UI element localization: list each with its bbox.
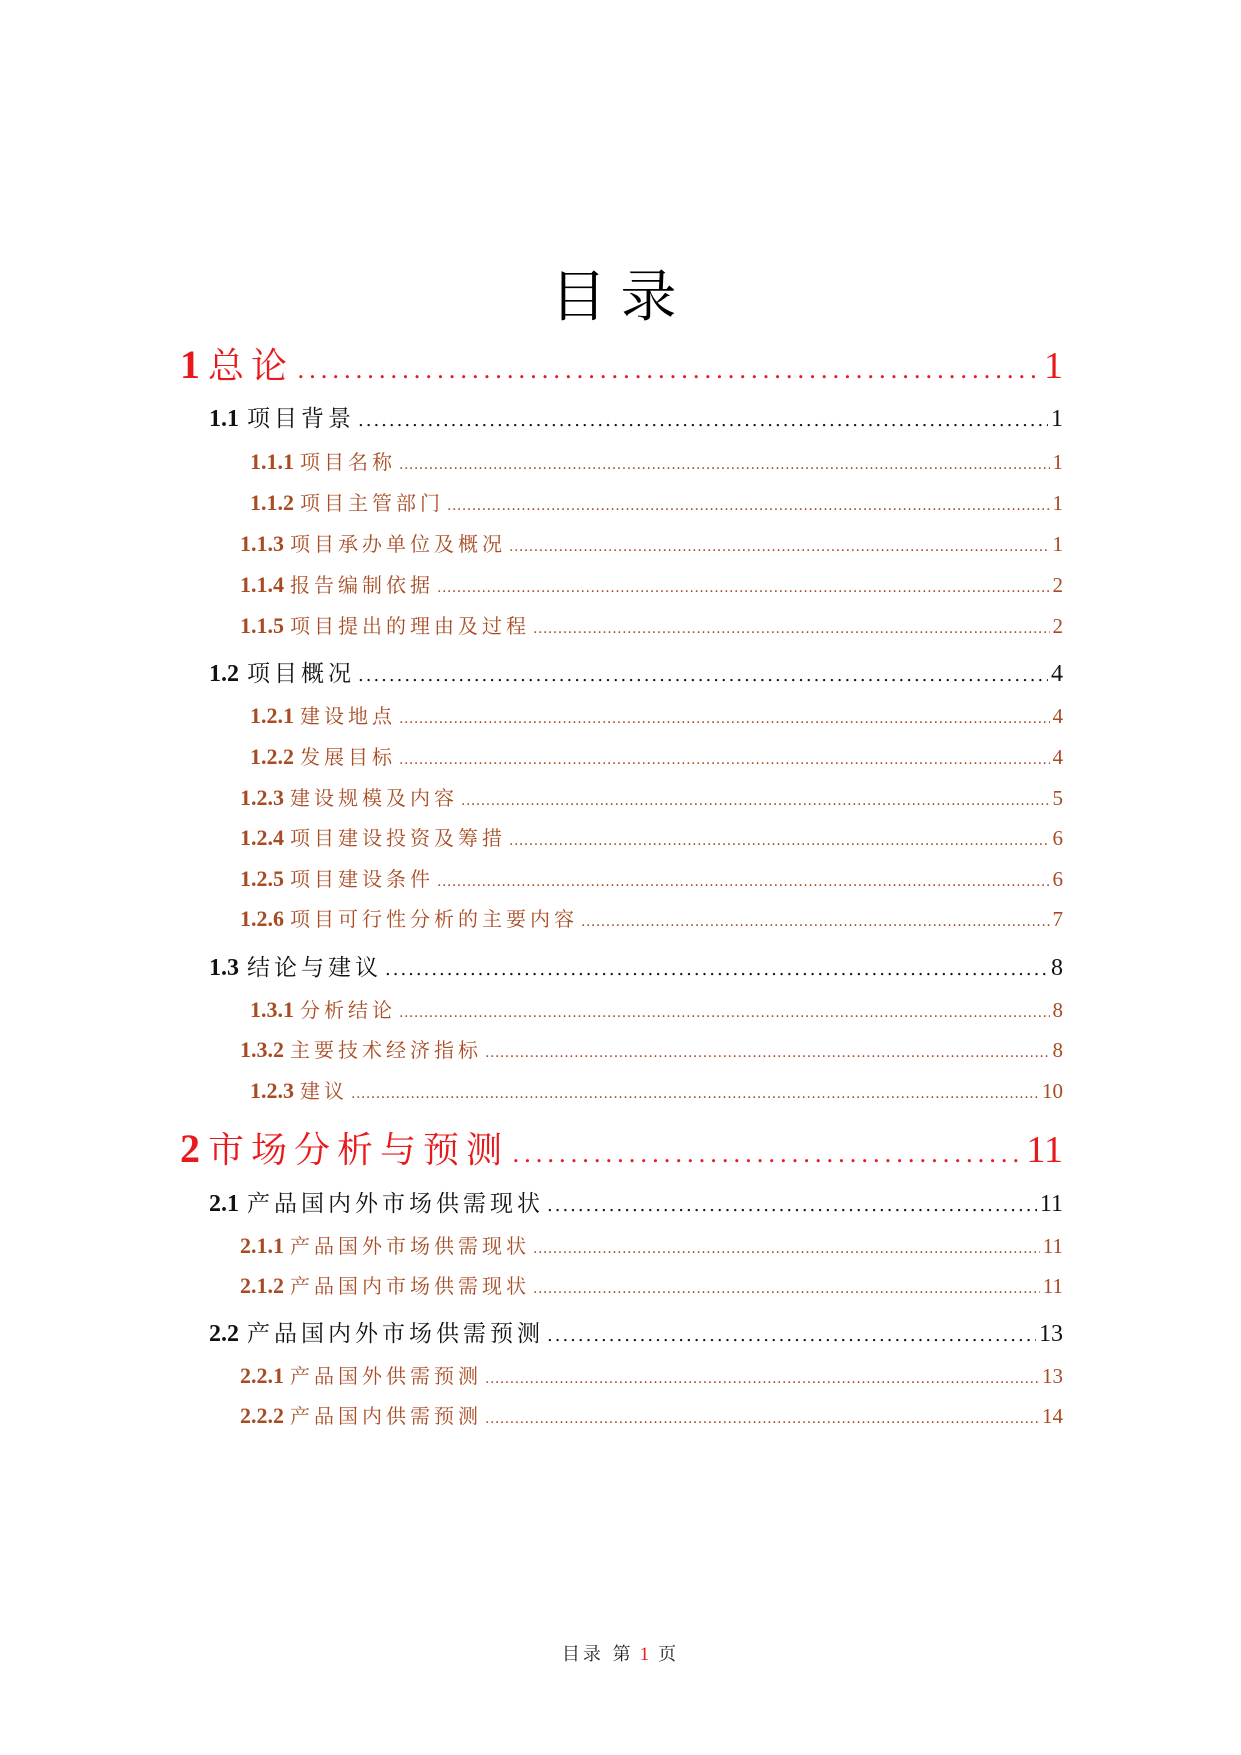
toc-title: 市场分析与预测	[208, 1130, 510, 1171]
dot-leader	[461, 786, 1050, 810]
dot-leader	[509, 826, 1050, 850]
toc-page-number: 4	[1051, 661, 1063, 687]
page-title: 目录	[550, 265, 691, 330]
dot-leader	[533, 1274, 1040, 1298]
toc-title: 总论	[208, 346, 295, 387]
toc-number: 1.1.3	[240, 531, 284, 556]
toc-title: 产品国内供需预测	[290, 1404, 482, 1428]
toc-title: 项目名称	[300, 450, 396, 474]
toc-subsection-1-2-4[interactable]	[240, 822, 1063, 854]
toc-title: 项目背景	[247, 406, 355, 432]
toc-title: 项目概况	[247, 661, 355, 687]
toc-number: 1.2.3	[240, 785, 284, 810]
toc-subsection-1-1-3[interactable]	[240, 528, 1063, 560]
toc-number: 1.3.1	[250, 997, 294, 1022]
toc-title: 结论与建议	[247, 955, 382, 981]
toc-title: 产品国内外市场供需现状	[247, 1191, 544, 1217]
toc-section-1-1[interactable]	[209, 400, 1063, 436]
toc-title: 项目建设条件	[290, 867, 434, 891]
toc-subsection-1-2-3[interactable]	[240, 782, 1063, 814]
toc-title: 建设地点	[300, 704, 396, 728]
dot-leader	[385, 953, 1048, 981]
toc-title: 项目建设投资及筹措	[290, 826, 506, 850]
dot-leader	[485, 1038, 1050, 1062]
toc-page-number: 5	[1052, 786, 1063, 810]
toc-page-number: 1	[1052, 491, 1063, 515]
toc-page-number: 10	[1042, 1079, 1063, 1103]
toc-number: 1	[180, 342, 200, 387]
dot-leader	[358, 404, 1048, 432]
page-footer	[0, 1640, 1241, 1666]
toc-subsection-1-1-1[interactable]	[250, 446, 1063, 478]
toc-subsection-1-3-1[interactable]	[250, 994, 1063, 1026]
toc-page-number: 1	[1051, 406, 1063, 432]
dot-leader	[399, 998, 1050, 1022]
toc-number: 1.2.4	[240, 825, 284, 850]
toc-number: 1.1.5	[240, 613, 284, 638]
toc-page-number: 11	[1039, 1191, 1063, 1217]
toc-page-number: 13	[1039, 1321, 1063, 1347]
toc-page-number: 8	[1052, 1038, 1063, 1062]
dot-leader	[485, 1404, 1039, 1428]
toc-number: 1.2.6	[240, 906, 284, 931]
dot-leader	[547, 1319, 1036, 1347]
footer-page-number: 1	[639, 1644, 653, 1665]
toc-subsection-1-3-2[interactable]	[240, 1034, 1063, 1066]
toc-title: 项目可行性分析的主要内容	[290, 907, 578, 931]
toc-title: 分析结论	[300, 998, 396, 1022]
toc-number: 1.3	[209, 955, 239, 981]
toc-page-number: 4	[1052, 704, 1063, 728]
toc-number: 2.2	[209, 1321, 239, 1347]
toc-page-number: 6	[1052, 826, 1063, 850]
toc-number: 1.2.1	[250, 703, 294, 728]
toc-page-number: 11	[1042, 1234, 1063, 1258]
toc-title: 报告编制依据	[290, 573, 434, 597]
toc-subsection-1-1-5[interactable]	[240, 610, 1063, 642]
dot-leader	[399, 745, 1050, 769]
dot-leader	[437, 867, 1050, 891]
dot-leader	[512, 1127, 1023, 1171]
toc-number: 2.1.1	[240, 1233, 284, 1258]
toc-number: 1.1.2	[250, 490, 294, 515]
toc-number: 1.2.3	[250, 1078, 294, 1103]
toc-page-number: 1	[1052, 450, 1063, 474]
toc-title: 产品国内市场供需现状	[290, 1274, 530, 1298]
toc-subsection-1-2-1[interactable]	[250, 700, 1063, 732]
toc-subsection-1-2-6[interactable]	[240, 903, 1063, 935]
toc-page-number: 4	[1052, 745, 1063, 769]
toc-section-2-1[interactable]	[209, 1185, 1063, 1221]
dot-leader	[399, 704, 1050, 728]
toc-page-number: 14	[1042, 1404, 1063, 1428]
dot-leader	[447, 491, 1050, 515]
toc-page-number: 11	[1026, 1129, 1063, 1171]
toc-page-number: 1	[1052, 532, 1063, 556]
toc-subsection-2-2-1[interactable]	[240, 1360, 1063, 1392]
dot-leader	[351, 1079, 1039, 1103]
toc-subsection-1-1-2[interactable]	[250, 487, 1063, 519]
toc-subsection-1-1-4[interactable]	[240, 569, 1063, 601]
toc-number: 1.2.2	[250, 744, 294, 769]
toc-number: 1.1	[209, 406, 239, 432]
dot-leader	[399, 450, 1050, 474]
toc-title: 建设规模及内容	[290, 786, 458, 810]
toc-section-1-2[interactable]	[209, 655, 1063, 691]
toc-title: 项目主管部门	[300, 491, 444, 515]
toc-number: 2	[180, 1126, 200, 1171]
toc-number: 2.1.2	[240, 1273, 284, 1298]
toc-subsection-2-2-2[interactable]	[240, 1400, 1063, 1432]
toc-page-number: 11	[1042, 1274, 1063, 1298]
toc-page-number: 13	[1042, 1364, 1063, 1388]
toc-page-number: 8	[1052, 998, 1063, 1022]
toc-title: 项目提出的理由及过程	[290, 614, 530, 638]
dot-leader	[533, 1234, 1040, 1258]
toc-number: 2.2.2	[240, 1403, 284, 1428]
toc-subsection-1-2-3-suggestion[interactable]	[250, 1075, 1063, 1107]
toc-page-number: 2	[1052, 614, 1063, 638]
toc-number: 1.2	[209, 661, 239, 687]
toc-title: 项目承办单位及概况	[290, 532, 506, 556]
toc-subsection-1-2-2[interactable]	[250, 741, 1063, 773]
toc-title: 产品国外市场供需现状	[290, 1234, 530, 1258]
toc-subsection-2-1-2[interactable]	[240, 1270, 1063, 1302]
toc-page-number: 6	[1052, 867, 1063, 891]
dot-leader	[581, 907, 1050, 931]
dot-leader	[547, 1189, 1037, 1217]
toc-number: 1.2.5	[240, 866, 284, 891]
toc-number: 1.1.1	[250, 449, 294, 474]
toc-title: 主要技术经济指标	[290, 1038, 482, 1062]
toc-number: 1.3.2	[240, 1037, 284, 1062]
toc-section-1-3[interactable]	[209, 949, 1063, 985]
toc-chapter-2[interactable]	[180, 1122, 1063, 1182]
toc-subsection-1-2-5[interactable]	[240, 863, 1063, 895]
toc-page-number: 2	[1052, 573, 1063, 597]
dot-leader	[533, 614, 1050, 638]
dot-leader	[358, 659, 1048, 687]
toc-page-number: 7	[1052, 907, 1063, 931]
footer-prefix: 目录 第	[561, 1644, 634, 1665]
toc-page-number: 1	[1044, 345, 1063, 387]
dot-leader	[297, 343, 1041, 387]
toc-number: 1.1.4	[240, 572, 284, 597]
dot-leader	[485, 1364, 1039, 1388]
dot-leader	[437, 573, 1050, 597]
dot-leader	[509, 532, 1050, 556]
toc-title: 发展目标	[300, 745, 396, 769]
footer-suffix: 页	[658, 1644, 680, 1665]
toc-chapter-1[interactable]	[180, 338, 1063, 398]
toc-title: 建议	[300, 1079, 348, 1103]
toc-page-number: 8	[1051, 955, 1063, 981]
toc-section-2-2[interactable]	[209, 1315, 1063, 1351]
toc-number: 2.2.1	[240, 1363, 284, 1388]
toc-title: 产品国外供需预测	[290, 1364, 482, 1388]
toc-subsection-2-1-1[interactable]	[240, 1230, 1063, 1262]
toc-title: 产品国内外市场供需预测	[247, 1321, 544, 1347]
toc-number: 2.1	[209, 1191, 239, 1217]
